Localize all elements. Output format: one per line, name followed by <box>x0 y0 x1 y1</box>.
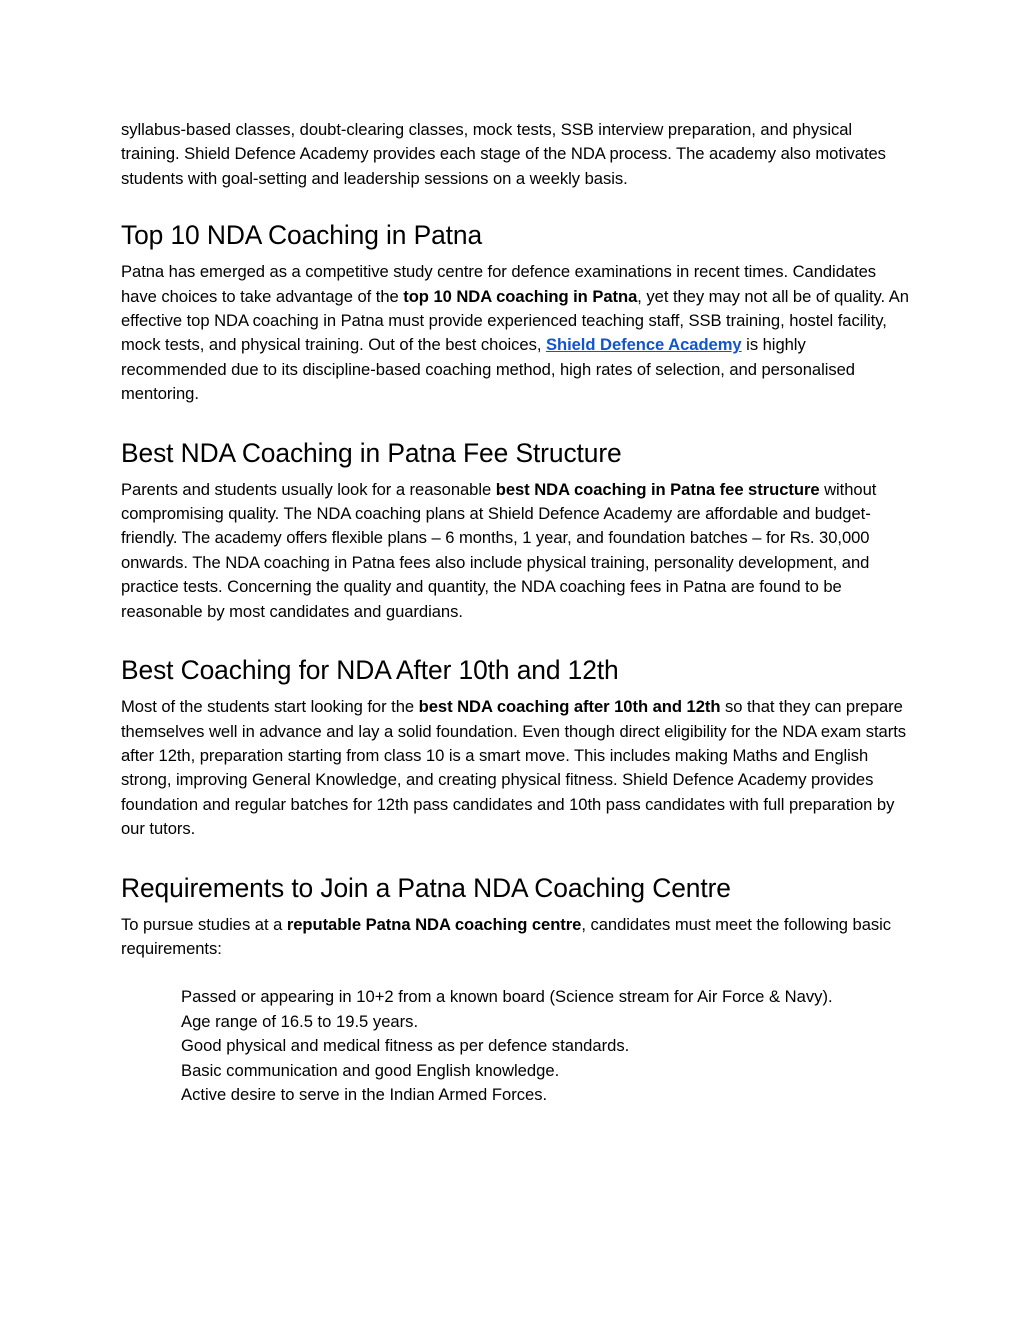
requirement-item: Good physical and medical fitness as per defence standards. <box>181 1036 630 1056</box>
intro-paragraph: syllabus-based classes, doubt-clearing classes, mock tests, SSB interview preparation, and physical training. Shield Defence Academy provides each stage of the NDA process. The academy also motivates students with goal-setting and leadership sessions on a weekly basis. <box>121 120 886 188</box>
requirement-item: Age range of 16.5 to 19.5 years. <box>181 1011 419 1031</box>
top10-text-1: Patna has emerged as a competitive study centre for defence examinations in recent times. Candidates have choices to take advantage of the <box>121 262 877 306</box>
requirement-item: Basic communication and good English knowledge. <box>181 1060 560 1080</box>
top10-paragraph <box>121 260 911 406</box>
document-page <box>121 118 911 1107</box>
top10-text-3: is highly recommended due to its discipline-based coaching method, high rates of selection, and personalised mentoring. <box>121 335 855 404</box>
fee-text-2: without compromising quality. The NDA coaching plans at Shield Defence Academy are affordable and budget-friendly. The academy offers flexible plans – 6 months, 1 year, and foundation batches – for Rs. 30,000 onwards. The NDA coaching in Patna fees also include physical training, personality development, and practice tests. Concerning the quality and quantity, the NDA coaching fees in Patna are found to be reasonable by most candidates and guardians. <box>121 479 877 621</box>
heading-after-10th-12th: Best Coaching for NDA After 10th and 12th <box>121 655 619 686</box>
requirement-item: Active desire to serve in the Indian Armed Forces. <box>181 1084 548 1104</box>
fee-bold-keyword: best NDA coaching in Patna fee structure <box>495 479 820 499</box>
requirements-text-1: To pursue studies at a <box>121 914 287 934</box>
heading-top-10-nda-coaching: Top 10 NDA Coaching in Patna <box>121 220 483 251</box>
after-text-1: Most of the students start looking for the <box>121 697 419 717</box>
requirements-text-2: , candidates must meet the following basic requirements: <box>121 914 892 958</box>
top10-text-2: , yet they may not all be of quality. An effective top NDA coaching in Patna must provide experienced teaching staff, SSB training, hostel facility, mock tests, and physical training. Out of the best choices, <box>121 286 909 355</box>
heading-fee-structure: Best NDA Coaching in Patna Fee Structure <box>121 437 622 468</box>
top10-bold-keyword: top 10 NDA coaching in Patna <box>403 286 638 306</box>
requirements-list <box>121 985 871 1107</box>
shield-defence-academy-link[interactable]: Shield Defence Academy <box>545 335 742 355</box>
fee-paragraph <box>121 478 911 624</box>
after-paragraph <box>121 695 911 841</box>
heading-requirements: Requirements to Join a Patna NDA Coaching Centre <box>121 872 731 903</box>
fee-text-1: Parents and students usually look for a reasonable <box>121 479 496 499</box>
after-text-2: so that they can prepare themselves well in advance and lay a solid foundation. Even though direct eligibility for the NDA exam starts after 12th, preparation starting from class 10 is a smart move. This includes making Maths and English strong, improving General Knowledge, and creating physical fitness. Shield Defence Academy provides foundation and regular batches for 12th pass candidates and 10th pass candidates with full preparation by our tutors. <box>121 697 907 839</box>
requirement-item: Passed or appearing in 10+2 from a known board (Science stream for Air Force & Navy). <box>181 987 833 1007</box>
after-bold-keyword: best NDA coaching after 10th and 12th <box>418 697 721 717</box>
requirements-bold-keyword: reputable Patna NDA coaching centre <box>286 914 582 934</box>
requirements-paragraph <box>121 913 911 962</box>
